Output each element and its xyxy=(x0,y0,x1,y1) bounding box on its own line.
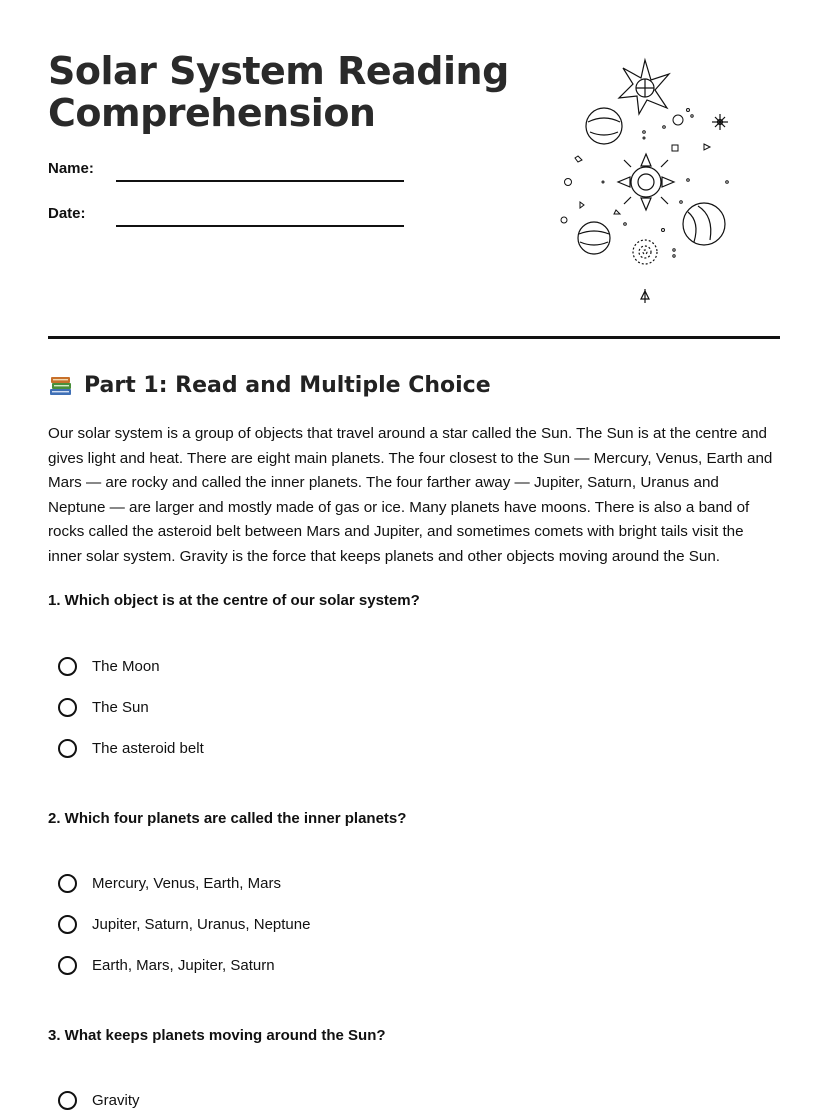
question-2-option-1[interactable] xyxy=(58,871,281,895)
galaxy-icon xyxy=(633,240,657,264)
planet-icon xyxy=(578,222,610,254)
question-3: 3. What keeps planets moving around the Sun? xyxy=(48,1027,386,1044)
radio-button[interactable] xyxy=(58,956,77,975)
radio-button[interactable] xyxy=(58,874,77,893)
title-line-1: Solar System Reading xyxy=(48,49,509,93)
radio-button[interactable] xyxy=(58,698,77,717)
option-label: The Moon xyxy=(92,657,160,675)
question-2-option-2[interactable] xyxy=(58,912,310,936)
option-label: Earth, Mars, Jupiter, Saturn xyxy=(92,956,275,974)
option-label: Mercury, Venus, Earth, Mars xyxy=(92,874,281,892)
name-field[interactable] xyxy=(116,180,404,182)
radio-button[interactable] xyxy=(58,1091,77,1110)
name-label: Name: xyxy=(48,160,94,177)
solar-system-illustration xyxy=(548,52,748,312)
option-label: The asteroid belt xyxy=(92,739,204,757)
question-1-option-1[interactable] xyxy=(58,654,160,678)
section-divider xyxy=(48,336,780,339)
question-2: 2. Which four planets are called the inner planets? xyxy=(48,810,407,827)
books-icon xyxy=(48,372,74,398)
question-1-option-3[interactable] xyxy=(58,736,204,760)
compass-star-icon xyxy=(619,60,669,114)
planet-icon xyxy=(683,203,725,245)
worksheet-title xyxy=(48,50,509,134)
option-label: The Sun xyxy=(92,698,149,716)
title-line-2: Comprehension xyxy=(48,91,376,135)
radio-button[interactable] xyxy=(58,915,77,934)
option-label: Gravity xyxy=(92,1091,140,1109)
question-1: 1. Which object is at the centre of our solar system? xyxy=(48,592,420,609)
sparkle-icon xyxy=(712,114,728,130)
part1-heading xyxy=(48,372,491,398)
radio-button[interactable] xyxy=(58,657,77,676)
planet-icon xyxy=(586,108,622,144)
sun-icon xyxy=(618,154,674,210)
star-icon xyxy=(641,289,649,303)
date-label: Date: xyxy=(48,205,86,222)
option-label: Jupiter, Saturn, Uranus, Neptune xyxy=(92,915,311,933)
radio-button[interactable] xyxy=(58,739,77,758)
question-3-option-1[interactable] xyxy=(58,1088,140,1112)
reading-passage: Our solar system is a group of objects that travel around a star called the Sun. The Sun is at the centre and gives light and heat. There are eight main planets. The four closest to the Sun — Mercury, Venus, Earth and Mars — are rocky and called the inner planets. The four farther away — Jupiter, Saturn, Uranus and Neptune — are larger and mostly made of gas or ice. Many planets have moons. There is also a band of rocks called the asteroid belt between Mars and Jupiter, and sometimes comets with bright tails visit the inner solar system. Gravity is the force that keeps planets and other objects moving around the Sun. xyxy=(48,425,773,565)
date-field[interactable] xyxy=(116,225,404,227)
question-2-option-3[interactable] xyxy=(58,953,275,977)
part1-heading-text: Part 1: Read and Multiple Choice xyxy=(84,372,491,398)
question-1-option-2[interactable] xyxy=(58,695,149,719)
